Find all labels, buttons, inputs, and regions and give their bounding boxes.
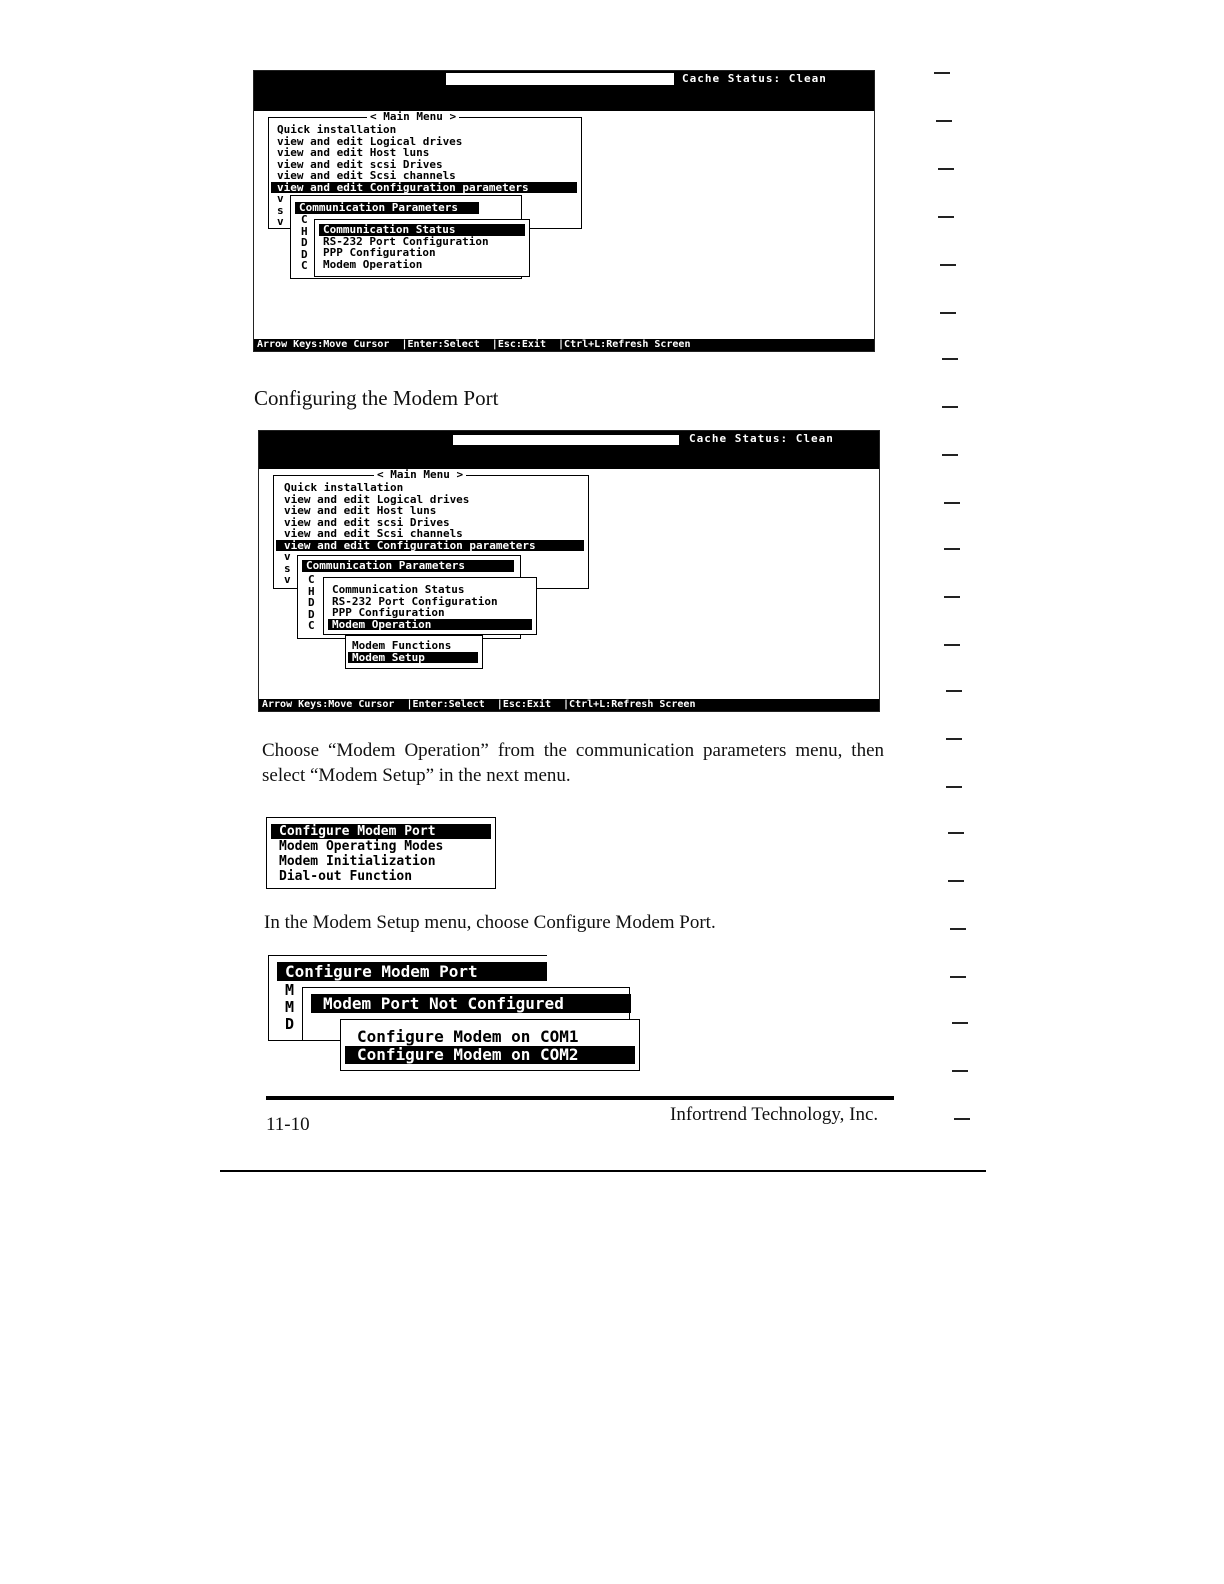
menu-item-dial-out-function[interactable]: Dial-out Function xyxy=(279,869,413,884)
modem-setup-menu xyxy=(266,817,496,889)
hidden-letter: s xyxy=(277,203,284,217)
menu-item-quick-installation[interactable]: Quick installation xyxy=(277,123,397,136)
menu-item-modem-functions[interactable]: Modem Functions xyxy=(352,639,452,652)
menu-item-communication-status[interactable]: Communication Status xyxy=(332,583,465,596)
comm-letter: C xyxy=(308,573,315,586)
communication-submenu xyxy=(323,577,537,635)
menu-item-configuration-parameters[interactable]: view and edit Configuration parameters xyxy=(271,182,577,194)
modem-operation-submenu xyxy=(345,635,483,669)
main-menu-title: < Main Menu > xyxy=(367,111,459,123)
communication-parameters-title[interactable]: Communication Parameters xyxy=(302,560,514,572)
menu-item-modem-operating-modes[interactable]: Modem Operating Modes xyxy=(279,839,444,854)
comm-letter: H xyxy=(301,224,308,238)
comm-letter: C xyxy=(308,619,315,632)
menu-item-scsi-drives[interactable]: view and edit scsi Drives xyxy=(284,515,450,529)
modem-port-not-configured[interactable]: Modem Port Not Configured xyxy=(311,994,631,1013)
communication-parameters-title[interactable]: Communication Parameters xyxy=(295,202,479,214)
menu-item-scsi-drives[interactable]: view and edit scsi Drives xyxy=(277,157,443,171)
page-number: 11-10 xyxy=(266,1114,310,1135)
status-bar: Arrow Keys:Move Cursor |Enter:Select |Esc:Exit |Ctrl+L:Refresh Screen xyxy=(259,699,879,711)
menu-item-rs232[interactable]: RS-232 Port Configuration xyxy=(332,594,498,608)
menu-item-modem-operation[interactable]: Modem Operation xyxy=(323,257,423,271)
configure-modem-port-title[interactable]: Configure Modem Port xyxy=(277,962,547,981)
menu-item-ppp[interactable]: PPP Configuration xyxy=(323,246,436,259)
terminal-screenshot-1 xyxy=(253,70,875,352)
menu-item-scsi-channels[interactable]: view and edit Scsi channels xyxy=(277,169,456,182)
comm-letter: C xyxy=(301,259,308,272)
hidden-letter: v xyxy=(284,573,291,586)
hidden-letter: v xyxy=(277,192,284,205)
status-bar: Arrow Keys:Move Cursor |Enter:Select |Esc:Exit |Ctrl+L:Refresh Screen xyxy=(254,339,874,351)
cache-status: Cache Status: Clean xyxy=(682,72,827,85)
configure-letter: D xyxy=(285,1015,295,1033)
instruction-paragraph-1: Choose “Modem Operation” from the communication parameters menu, then select “Modem Setup” in the next menu. xyxy=(262,740,884,786)
main-menu-title: < Main Menu > xyxy=(374,469,466,481)
configure-letter: M xyxy=(285,981,295,999)
configure-letter: M xyxy=(285,998,295,1016)
comm-letter: H xyxy=(308,584,315,598)
cache-status: Cache Status: Clean xyxy=(689,432,834,445)
menu-item-communication-status[interactable]: Communication Status xyxy=(319,224,525,236)
comm-letter: D xyxy=(308,607,315,621)
footer-rule xyxy=(266,1096,894,1100)
comm-letter: D xyxy=(308,596,315,609)
comm-letter: C xyxy=(301,213,308,226)
section-heading: Configuring the Modem Port xyxy=(254,386,499,410)
configure-com-submenu xyxy=(340,1019,640,1071)
menu-item-configure-com1[interactable]: Configure Modem on COM1 xyxy=(357,1027,579,1046)
menu-item-quick-installation[interactable]: Quick installation xyxy=(284,481,404,494)
menu-item-configure-modem-port[interactable]: Configure Modem Port xyxy=(271,824,491,839)
terminal-screenshot-2 xyxy=(258,430,880,712)
menu-item-configure-com2[interactable]: Configure Modem on COM2 xyxy=(345,1046,635,1064)
menu-item-host-luns[interactable]: view and edit Host luns xyxy=(284,504,437,517)
menu-item-modem-operation[interactable]: Modem Operation xyxy=(328,619,532,631)
menu-item-modem-initialization[interactable]: Modem Initialization xyxy=(279,854,436,869)
menu-item-host-luns[interactable]: view and edit Host luns xyxy=(277,146,430,159)
menu-item-scsi-channels[interactable]: view and edit Scsi channels xyxy=(284,527,463,540)
hidden-letter: s xyxy=(284,561,291,575)
top-bar xyxy=(254,71,874,111)
comm-letter: D xyxy=(301,247,308,261)
menu-item-configuration-parameters[interactable]: view and edit Configuration parameters xyxy=(276,540,584,552)
menu-item-logical-drives[interactable]: view and edit Logical drives xyxy=(284,492,470,506)
instruction-paragraph-2: In the Modem Setup menu, choose Configure Modem Port. xyxy=(264,912,716,933)
menu-item-ppp[interactable]: PPP Configuration xyxy=(332,606,445,619)
menu-item-logical-drives[interactable]: view and edit Logical drives xyxy=(277,134,463,148)
bottom-rule xyxy=(220,1170,986,1172)
menu-item-modem-setup[interactable]: Modem Setup xyxy=(348,652,478,664)
hidden-letter: v xyxy=(277,215,284,228)
menu-item-rs232[interactable]: RS-232 Port Configuration xyxy=(323,234,489,248)
communication-submenu xyxy=(314,219,530,277)
hidden-letter: v xyxy=(284,550,291,563)
comm-letter: D xyxy=(301,236,308,249)
company-name: Infortrend Technology, Inc. xyxy=(670,1104,879,1125)
top-bar xyxy=(259,431,879,469)
